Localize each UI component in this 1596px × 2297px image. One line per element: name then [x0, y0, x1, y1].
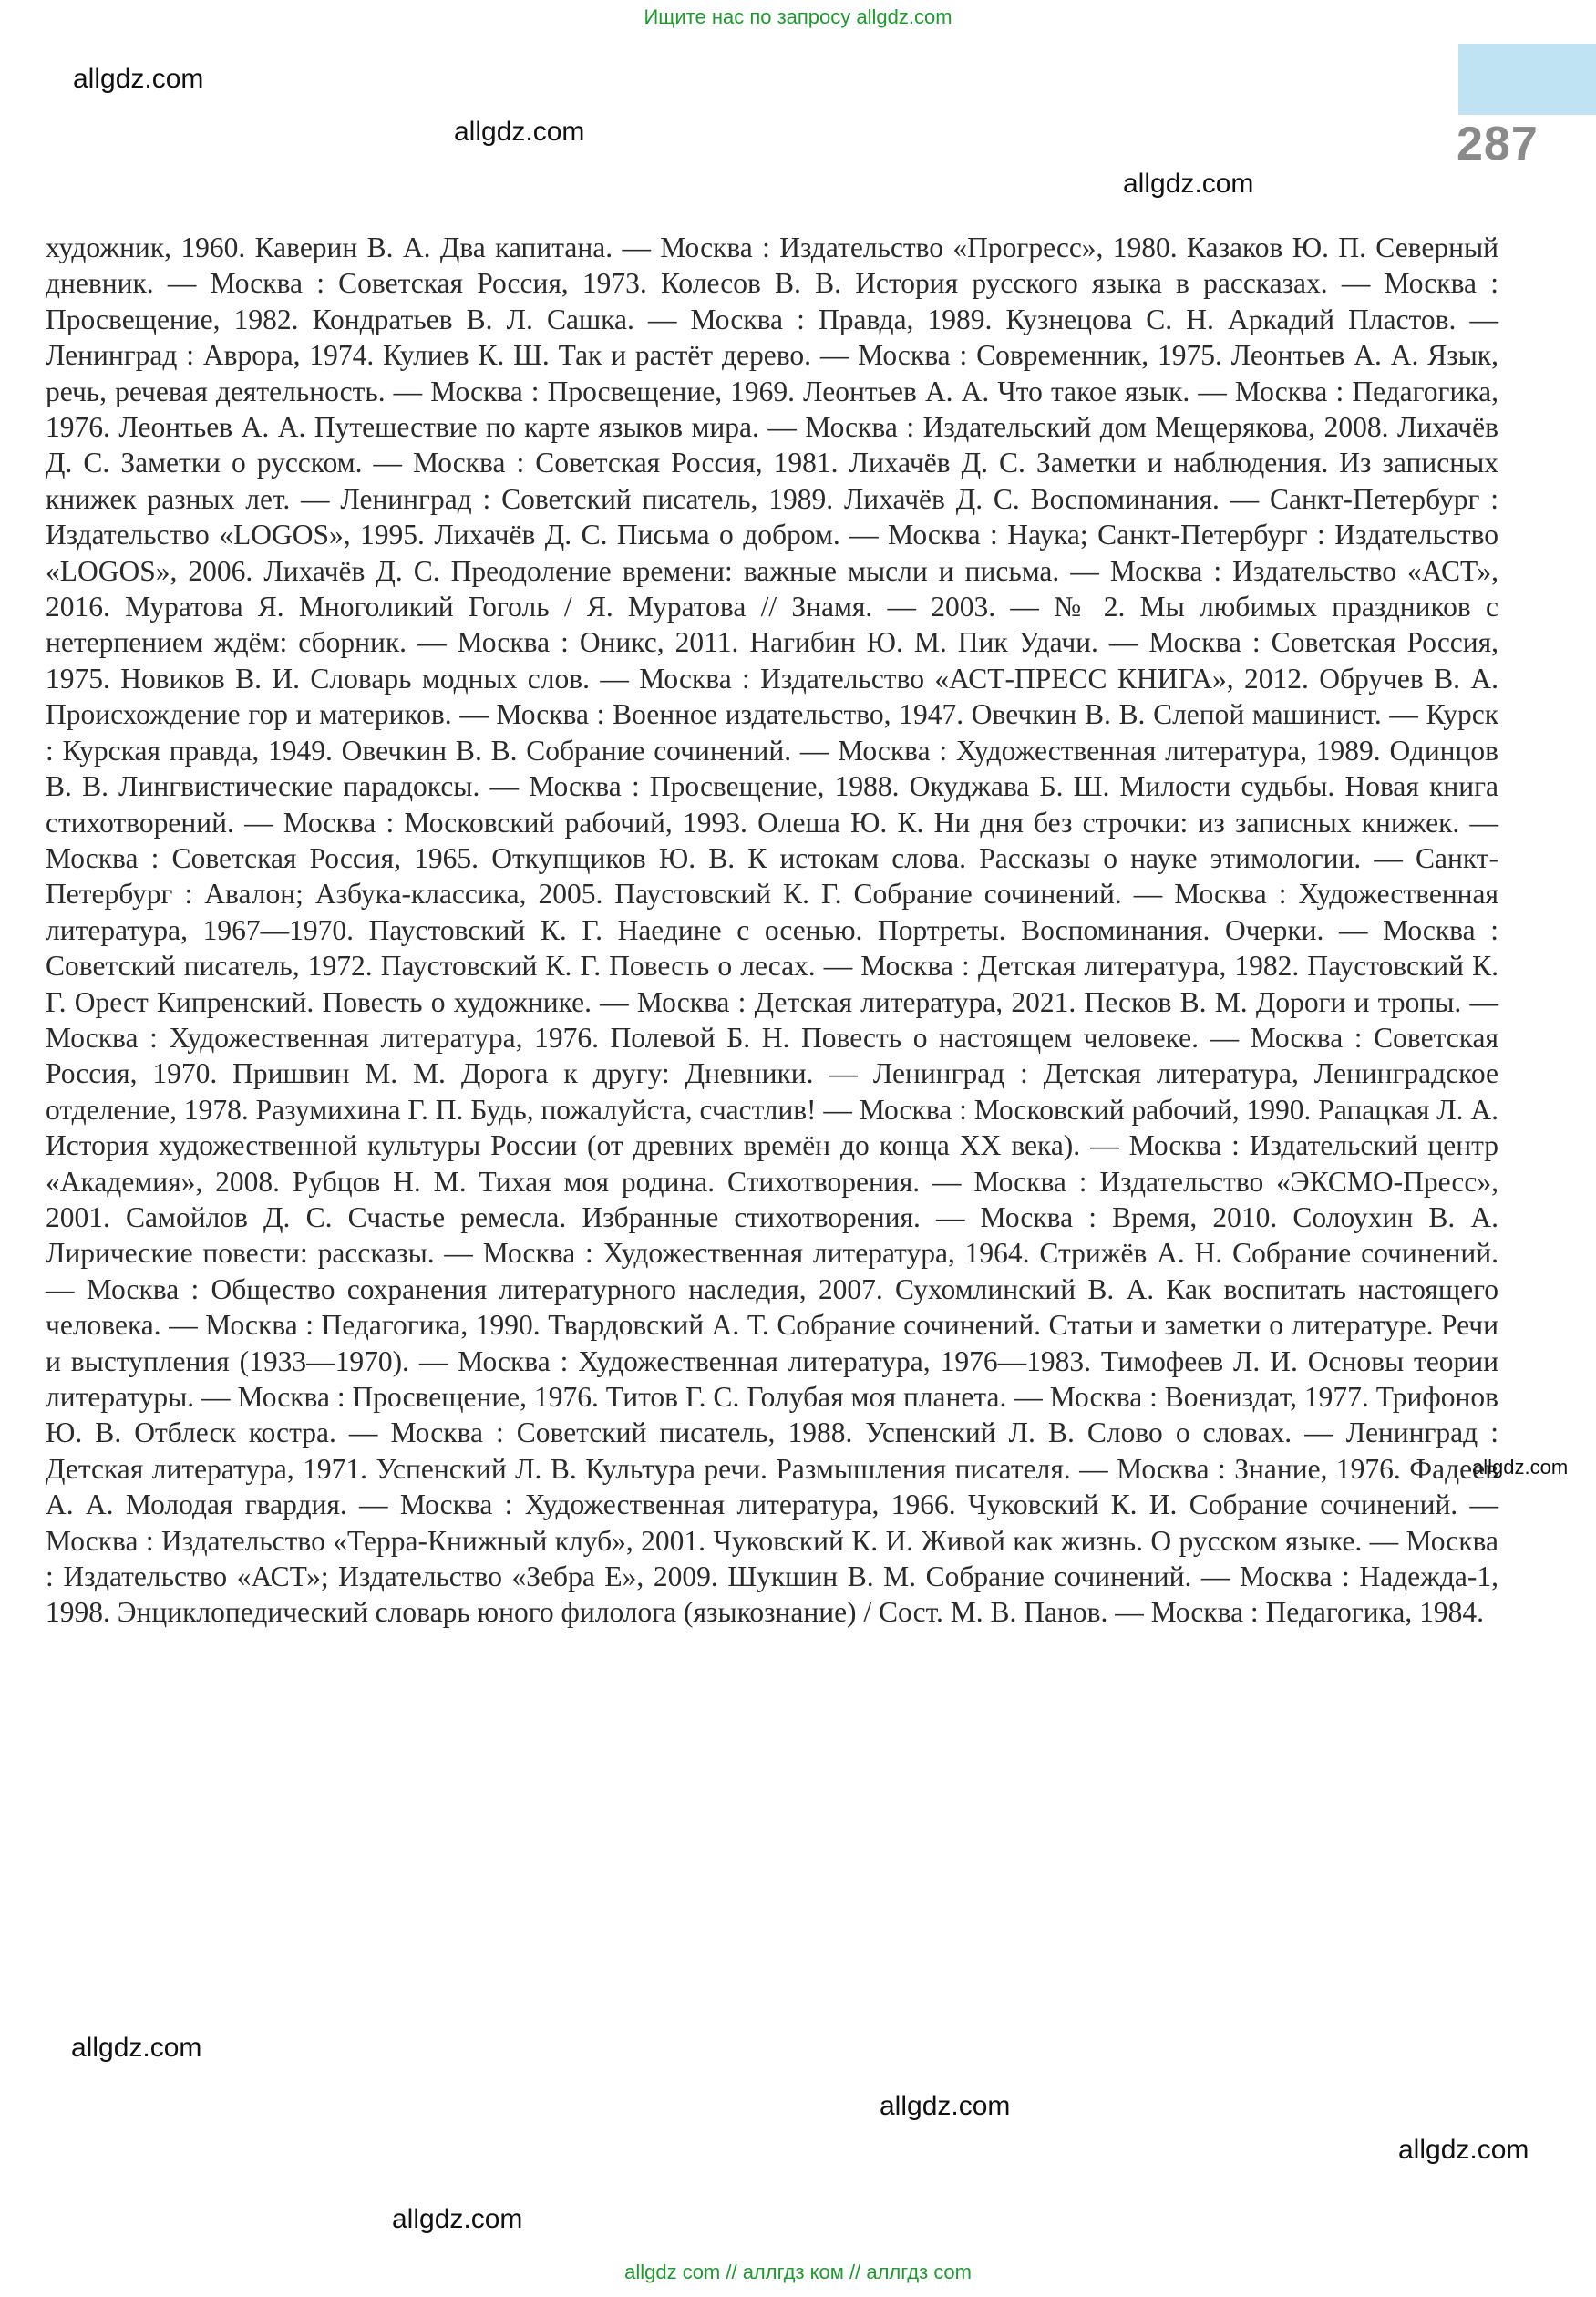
reference-entry: Кондратьев В. Л. Сашка. — Москва : Правда, 1989. [312, 303, 993, 335]
page-number: 287 [1457, 118, 1539, 170]
reference-entry: Колесов В. В. История русского языка в рассказах. — Москва : Просвещение, 1982. [46, 267, 1498, 335]
watermark: allgdz.com [392, 2204, 523, 2234]
reference-entry: Лихачёв Д. С. Заметки о русском. — Москва : Советская Россия, 1981. [46, 411, 1499, 479]
reference-entry: Паустовский К. Г. Повесть о лесах. — Москва : Детская литература, 1982. [380, 950, 1300, 983]
reference-entry: Чуковский К. И. Собрание сочинений. — Москва : Издательство «Терра-Книжный клуб», 2001. [46, 1488, 1498, 1557]
reference-entry: Окуджава Б. Ш. Милости судьбы. Новая книга стихотворений. — Москва : Московский рабочий, 1993. [46, 770, 1499, 839]
reference-entry: Полевой Б. Н. Повесть о настоящем человеке. — Москва : Советская Россия, 1970. [46, 1021, 1498, 1090]
reference-entry: Паустовский К. Г. Орест Кипренский. Повесть о художнике. — Москва : Детская литература, 2021. [46, 950, 1498, 1018]
reference-entry: Разумихина Г. П. Будь, пожалуйста, счастлив! — Москва : Московский рабочий, 1990. [255, 1093, 1312, 1126]
watermark: allgdz.com [880, 2091, 1011, 2121]
reference-entry: Успенский Л. В. Слово о словах. — Ленинград : Детская литература, 1971. [46, 1416, 1498, 1485]
reference-entry: Паустовский К. Г. Собрание сочинений. — Москва : Художественная литература, 1967—1970. [46, 878, 1498, 946]
reference-entry: Мы любимых праздников с нетерпением ждём: сборник. — Москва : Оникс, 2011. [46, 591, 1499, 659]
reference-entry: Паустовский К. Г. Наедине с осенью. Портреты. Воспоминания. Очерки. — Москва : Советский писатель, 1972. [46, 913, 1499, 983]
reference-entry: Кулиев К. Ш. Так и растёт дерево. — Москва : Современник, 1975. [383, 339, 1222, 372]
watermark: allgdz.com [1123, 169, 1254, 199]
reference-entry: Овечкин В. В. Собрание сочинений. — Москва : Художественная литература, 1989. [341, 734, 1381, 767]
reference-entry: Обручев В. А. Происхождение гор и материков. — Москва : Военное издательство, 1947. [46, 662, 1499, 731]
reference-entry: Сухомлинский В. А. Как воспитать настоящего человека. — Москва : Педагогика, 1990. [46, 1272, 1499, 1342]
page-tab [1458, 44, 1596, 115]
reference-entry: Одинцов В. В. Лингвистические парадоксы. — Москва : Просвещение, 1988. [46, 734, 1499, 803]
reference-entry: художник, 1960. [46, 232, 246, 263]
reference-entry: Рапацкая Л. А. История художественной культуры России (от древних времён до конца XX века). — Москва : Издательский центр «Академия», 2008. [46, 1093, 1498, 1198]
reference-entry: Леонтьев А. А. Что такое язык. — Москва : Педагогика, 1976. [46, 375, 1498, 444]
reference-entry: Песков В. М. Дороги и тропы. — Москва : Художественная литература, 1976. [46, 985, 1498, 1054]
footer-links[interactable]: allgdz com // аллгдз ком // аллгдз com [624, 2261, 972, 2283]
reference-entry: Самойлов Д. С. Счастье ремесла. Избранные стихотворения. — Москва : Время, 2010. [126, 1200, 1278, 1233]
watermark: allgdz.com [1472, 1456, 1569, 1478]
watermark: allgdz.com [1398, 2135, 1529, 2165]
watermark: allgdz.com [73, 64, 204, 94]
reference-entry: Муратова Я. Многоликий Гоголь / Я. Муратова // Знамя. — 2003. — № 2. [125, 591, 1126, 623]
reference-entry: Фадеев А. А. Молодая гвардия. — Москва : Художественная литература, 1966. [46, 1452, 1498, 1521]
reference-entry: Лихачёв Д. С. Письма о добром. — Москва : Наука; Санкт-Петербург : Издательство «LOGOS», 2006. [46, 519, 1498, 587]
reference-entry: Стрижёв А. Н. Собрание сочинений. — Москва : Общество сохранения литературного наследия, 2007. [46, 1237, 1498, 1305]
reference-entry: Шукшин В. М. Собрание сочинений. — Москва : Надежда-1, 1998. [46, 1561, 1498, 1629]
watermark: allgdz.com [454, 117, 585, 147]
reference-entry: Овечкин В. В. Слепой машинист. — Курск : Курская правда, 1949. [46, 698, 1498, 767]
bibliography-text [46, 230, 1498, 1631]
reference-entry: Новиков В. И. Словарь модных слов. — Москва : Издательство «АСТ-ПРЕСС КНИГА», 2012. [120, 662, 1309, 695]
reference-entry: Кузнецова С. Н. Аркадий Пластов. — Ленинград : Аврора, 1974. [46, 303, 1498, 372]
reference-entry: Тимофеев Л. И. Основы теории литературы. — Москва : Просвещение, 1976. [46, 1344, 1498, 1413]
watermark: allgdz.com [71, 2033, 202, 2063]
reference-entry: Успенский Л. В. Культура речи. Размышления писателя. — Москва : Знание, 1976. [376, 1452, 1401, 1485]
reference-entry: Леонтьев А. А. Путешествие по карте языков мира. — Москва : Издательский дом Мещерякова, 2008. [118, 411, 1389, 444]
reference-entry: Солоухин В. А. Лирические повести: рассказы. — Москва : Художественная литература, 1964. [46, 1200, 1499, 1270]
reference-entry: Лихачёв Д. С. Воспоминания. — Санкт-Петербург : Издательство «LOGOS», 1995. [46, 482, 1498, 551]
reference-entry: Леонтьев А. А. Язык, речь, речевая деятельность. — Москва : Просвещение, 1969. [46, 339, 1498, 407]
reference-entry: Энциклопедический словарь юного филолога (языкознание) / Сост. М. В. Панов. — Москва : Педагогика, 1984. [117, 1596, 1484, 1629]
reference-entry: Откупщиков Ю. В. К истокам слова. Рассказы о науке этимологии. — Санкт-Петербург : Авалон; Азбука-классика, 2005. [46, 841, 1499, 911]
reference-entry: Трифонов Ю. В. Отблеск костра. — Москва : Советский писатель, 1988. [46, 1381, 1498, 1449]
reference-entry: Пришвин М. М. Дорога к другу: Дневники. — Ленинград : Детская литература, Ленинградское отделение, 1978. [46, 1057, 1498, 1126]
reference-entry: Каверин В. А. Два капитана. — Москва : Издательство «Прогресс», 1980. [254, 232, 1178, 263]
search-hint[interactable]: Ищите нас по запросу allgdz.com [644, 5, 952, 28]
reference-entry: Олеша Ю. К. Ни дня без строчки: из записных книжек. — Москва : Советская Россия, 1965. [46, 806, 1498, 874]
reference-entry: Чуковский К. И. Живой как жизнь. О русском языке. — Москва : Издательство «АСТ»; Издательство «Зебра Е», 2009. [46, 1524, 1498, 1593]
reference-entry: Нагибин Ю. М. Пик Удачи. — Москва : Советская Россия, 1975. [46, 626, 1498, 695]
reference-entry: Лихачёв Д. С. Заметки и наблюдения. Из записных книжек разных лет. — Ленинград : Советский писатель, 1989. [46, 447, 1499, 515]
reference-entry: Рубцов Н. М. Тихая моя родина. Стихотворения. — Москва : Издательство «ЭКСМО-Пресс», 2001. [46, 1165, 1498, 1233]
reference-entry: Твардовский А. Т. Собрание сочинений. Статьи и заметки о литературе. Речи и выступления (1933—1970). — Москва : Художественная литература, 1976—1983. [46, 1309, 1498, 1377]
reference-entry: Лихачёв Д. С. Преодоление времени: важные мысли и письма. — Москва : Издательство «АСТ», 2016. [46, 554, 1499, 623]
reference-entry: Титов Г. С. Голубая моя планета. — Москва : Воениздат, 1977. [605, 1381, 1369, 1413]
reference-entry: Казаков Ю. П. Северный дневник. — Москва : Советская Россия, 1973. [46, 232, 1498, 300]
